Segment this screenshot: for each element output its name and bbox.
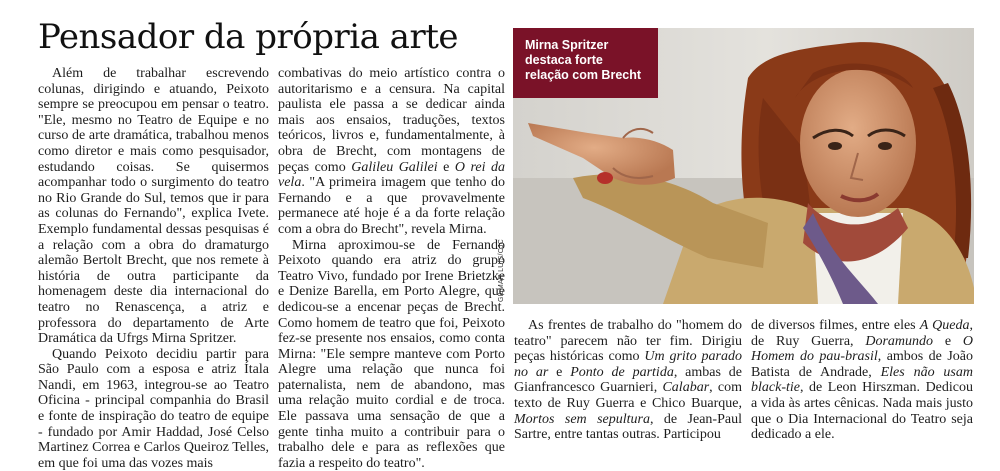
film-title: Eles não usam black-tie: [751, 364, 973, 396]
paragraph: Mirna aproximou-se de Fernando Peixoto quando era atriz do grupo Teatro Vivo, fundado por Irene Brietzke e Denize Barella, em Porto Alegre, que dedicou-se a encenar peças de Brecht. Como homem de teatro que foi, Peixoto fez-se presente nos ensaios, como conta Mirna: "Ele sempre manteve com Porto Alegre uma relação que nunca foi paternalista, nem de abandono, mas uma relação muito cordial e de troca. Ele passava uma sensação de que a gente tinha muito a contribuir para o trabalho dele e para as reflexões que fazia a respeito do teatro".: [278, 237, 505, 471]
paragraph: Quando Peixoto decidiu partir para São Paulo com a esposa e atriz Ítala Nandi, em 1963, integrou-se ao Teatro Oficina - principal companhia do Brasil e fonte de inspiração do teatro de equipe - fundado por Amir Haddad, José Celso Martinez Correa e Carlos Queiroz Telles, em que foi uma das vozes mais: [38, 346, 269, 471]
film-title: Doramundo: [865, 333, 934, 349]
article-column-4: [751, 318, 973, 443]
paragraph: Além de trabalhar escrevendo colunas, dirigindo e atuando, Peixoto sempre se preocupou em pensar o teatro. "Ele, mesmo no Teatro de Equipe e no curso de arte dramática, trabalhou menos como diretor e mais como pesquisador, estudando coisas. Se quisermos acompanhar todo o surgimento do teatro no Rio Grande do Sul, temos que ir para as colunas do Fernando", explica Ivete. Exemplo fundamental dessas pesquisas é a relação com a obra do dramaturgo alemão Bertolt Brecht, que nos remete à história de outra participante da homenagem deste dia internacional do teatro no Renascença, a atriz e professora do departamento de Arte Dramática da Ufrgs Mirna Spritzer.: [38, 66, 269, 347]
article-column-1: [38, 66, 269, 471]
headline: Pensador da própria arte: [38, 17, 458, 57]
article-column-3: [514, 318, 742, 443]
paragraph: [514, 318, 742, 443]
play-title: Galileu Galilei: [351, 159, 438, 175]
text-run: , com texto de Ruy Guerra e Chico Buarque,: [514, 380, 742, 411]
play-title: Um grito parado no ar: [514, 349, 742, 380]
text-run: , de Jean-Paul Sartre, entre tantas outras. Participou: [514, 411, 742, 443]
paragraph: [751, 318, 973, 443]
text-run: e: [437, 159, 455, 175]
film-title: A Queda: [919, 318, 970, 333]
text-run: e: [548, 364, 571, 380]
paragraph: [278, 66, 505, 238]
play-title: Ponto de partida: [570, 364, 674, 380]
play-title: Calabar: [662, 380, 710, 396]
text-run: de diversos filmes, entre eles: [751, 318, 920, 333]
article-column-2: [278, 66, 505, 471]
text-run: e: [933, 333, 963, 349]
film-title: O Homem do pau-brasil: [751, 333, 973, 365]
text-run: , ambos de João Batista de Andrade,: [751, 349, 973, 380]
text-run: . "A primeira imagem que tenho do Fernando e a que provavelmente permanece até hoje é a da forte relação com a obra do Brecht", revela Mirna.: [278, 175, 505, 237]
text-run: As frentes de trabalho do "homem do teatro" parecem não ter fim. Dirigiu peças históricas como: [514, 318, 742, 365]
play-title: O rei da vela: [278, 159, 505, 191]
text-run: combativas do meio artístico contra o autoritarismo e a censura. Na capital paulista ele passa a se dedicar ainda mais aos ensaios, traduções, textos teóricos, livros e, fundamentalmente, à obra de Brecht, com montagens de peças como: [278, 66, 505, 175]
text-run: , de Ruy Guerra,: [751, 318, 973, 349]
text-run: , ambas de Gianfrancesco Guarnieri,: [514, 364, 743, 396]
photo-credit: GILMAR LUÍS/CJC: [498, 239, 505, 302]
text-run: , de Leon Hirszman. Dedicou a vida às artes cênicas. Nada mais justo que o Dia Internacional do Teatro seja dedicado a ele.: [751, 380, 973, 443]
photo-caption: Mirna Spritzer destaca forte relação com Brecht: [513, 28, 658, 98]
play-title: Mortos sem sepultura: [514, 411, 650, 427]
